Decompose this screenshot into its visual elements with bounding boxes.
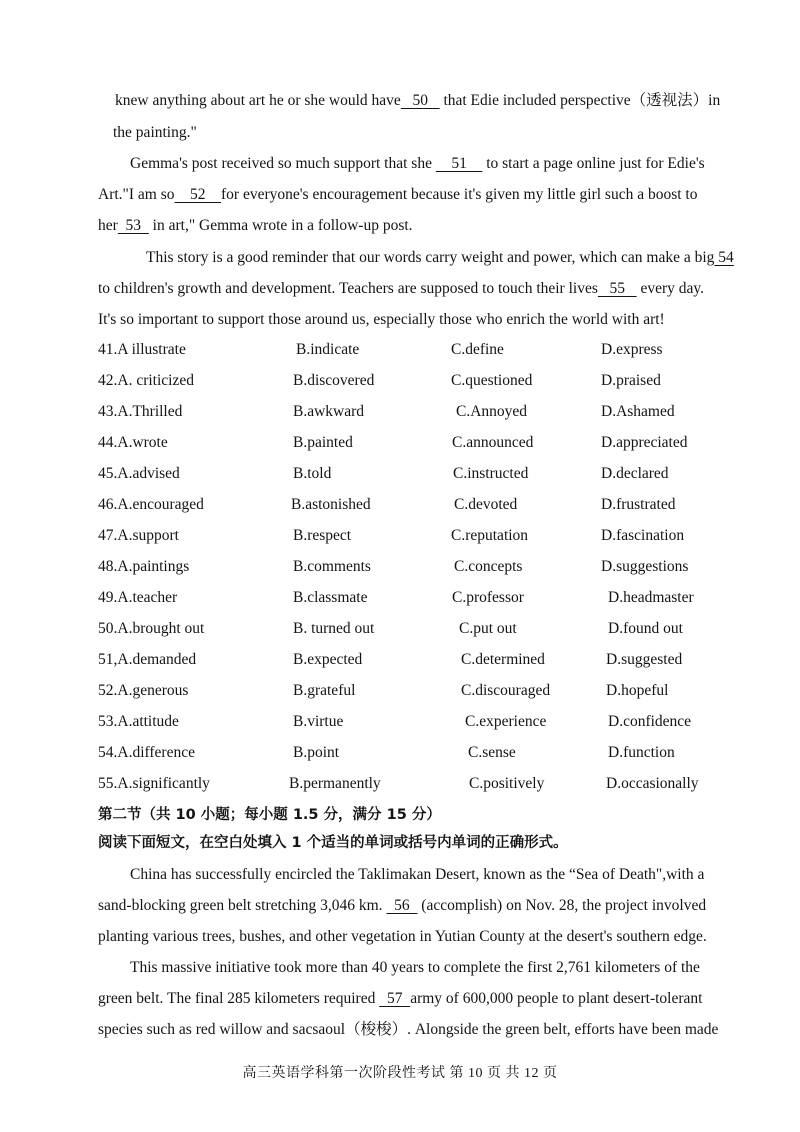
option-44-d: D.appreciated <box>601 434 688 451</box>
grammar-line-5: green belt. The final 285 kilometers required 57 army of 600,000 people to plant desert-tolerant <box>98 990 703 1007</box>
passage-line-8: It's so important to support those around us, especially those who enrich the world with art! <box>98 311 665 328</box>
option-47-b: B.respect <box>293 527 352 544</box>
grammar-line-1: China has successfully encircled the Taklimakan Desert, known as the “Sea of Death",with a <box>130 866 705 883</box>
passage-line-5: her 53 in art," Gemma wrote in a follow-up post. <box>98 217 413 234</box>
option-55-b: B.permanently <box>289 775 381 792</box>
option-51-b: B.expected <box>293 651 363 668</box>
option-54-b: B.point <box>293 744 340 761</box>
option-46-d: D.frustrated <box>601 496 676 513</box>
option-55-c: C.positively <box>469 775 545 792</box>
option-43-a: 43.A.Thrilled <box>98 403 183 420</box>
option-41-d: D.express <box>601 341 663 358</box>
passage-line-4: Art."I am so 52 for everyone's encouragement because it's given my little girl such a boost to <box>98 186 698 203</box>
option-53-c: C.experience <box>465 713 547 730</box>
option-43-c: C.Annoyed <box>456 403 528 420</box>
option-55-a: 55.A.significantly <box>98 775 210 792</box>
option-47-d: D.fascination <box>601 527 685 544</box>
option-47-c: C.reputation <box>451 527 529 544</box>
passage-line-3: Gemma's post received so much support that she 51 to start a page online just for Edie's <box>130 155 705 172</box>
option-52-d: D.hopeful <box>606 682 669 699</box>
option-52-b: B.grateful <box>293 682 356 699</box>
option-44-c: C.announced <box>452 434 534 451</box>
grammar-line-3: planting various trees, bushes, and other vegetation in Yutian County at the desert's southern edge. <box>98 928 707 945</box>
option-47-a: 47.A.support <box>98 527 179 544</box>
option-42-a: 42.A. criticized <box>98 372 194 389</box>
option-46-c: C.devoted <box>454 496 518 513</box>
blank-50: 50 <box>400 92 440 109</box>
option-51-d: D.suggested <box>606 651 683 668</box>
option-44-a: 44.A.wrote <box>98 434 168 451</box>
passage-line-7: to children's growth and development. Teachers are supposed to touch their lives 55 every day. <box>98 280 705 297</box>
option-41-a: 41.A illustrate <box>98 341 186 358</box>
option-50-d: D.found out <box>608 620 683 637</box>
option-48-b: B.comments <box>293 558 371 575</box>
option-43-b: B.awkward <box>293 403 365 420</box>
option-53-a: 53.A.attitude <box>98 713 179 730</box>
blank-52: 52 <box>174 186 221 203</box>
section-instruction: 阅读下面短文，在空白处填入 1 个适当的单词或括号内单词的正确形式。 <box>98 835 568 851</box>
option-54-d: D.function <box>608 744 675 761</box>
grammar-line-4: This massive initiative took more than 40 years to complete the first 2,761 kilometers of the <box>130 959 700 976</box>
option-50-a: 50.A.brought out <box>98 620 205 637</box>
option-52-a: 52.A.generous <box>98 682 189 699</box>
option-45-b: B.told <box>293 465 332 482</box>
option-42-d: D.praised <box>601 372 661 389</box>
option-45-c: C.instructed <box>453 465 529 482</box>
blank-57: 57 <box>379 990 411 1007</box>
option-49-b: B.classmate <box>293 589 368 606</box>
passage-line-6: This story is a good reminder that our words carry weight and power, which can make a big 54 <box>146 249 734 266</box>
option-42-b: B.discovered <box>293 372 375 389</box>
blank-54: 54 <box>714 249 734 266</box>
option-44-b: B.painted <box>293 434 353 451</box>
option-48-a: 48.A.paintings <box>98 558 190 575</box>
option-51-c: C.determined <box>461 651 545 668</box>
option-45-a: 45.A.advised <box>98 465 180 482</box>
option-48-d: D.suggestions <box>601 558 689 575</box>
option-43-d: D.Ashamed <box>601 403 675 420</box>
option-54-c: C.sense <box>468 744 516 761</box>
option-49-c: C.professor <box>452 589 524 606</box>
option-46-b: B.astonished <box>291 496 371 513</box>
blank-51: 51 <box>435 155 483 172</box>
option-53-d: D.confidence <box>608 713 692 730</box>
option-46-a: 46.A.encouraged <box>98 496 204 513</box>
blank-55: 55 <box>597 280 637 297</box>
option-41-c: C.define <box>451 341 504 358</box>
option-51-a: 51,A.demanded <box>98 651 197 668</box>
grammar-line-2: sand-blocking green belt stretching 3,046 km. 56 (accomplish) on Nov. 28, the project involved <box>98 897 707 914</box>
blank-53: 53 <box>117 217 149 234</box>
option-45-d: D.declared <box>601 465 669 482</box>
grammar-line-6: species such as red willow and sacsaoul（梭梭）. Alongside the green belt, efforts have been made <box>98 1021 719 1038</box>
option-53-b: B.virtue <box>293 713 344 730</box>
option-52-c: C.discouraged <box>461 682 551 699</box>
option-50-c: C.put out <box>459 620 517 637</box>
option-48-c: C.concepts <box>454 558 523 575</box>
option-55-d: D.occasionally <box>606 775 699 792</box>
passage-line-1: knew anything about art he or she would have 50 that Edie included perspective（透视法）in <box>115 92 721 109</box>
option-49-d: D.headmaster <box>608 589 694 606</box>
page-footer: 高三英语学科第一次阶段性考试 第 10 页 共 12 页 <box>242 1066 558 1081</box>
option-49-a: 49.A.teacher <box>98 589 178 606</box>
blank-56: 56 <box>386 897 418 914</box>
passage-line-2: the painting." <box>113 124 197 141</box>
option-50-b: B. turned out <box>293 620 375 637</box>
option-42-c: C.questioned <box>451 372 533 389</box>
option-54-a: 54.A.difference <box>98 744 195 761</box>
option-41-b: B.indicate <box>296 341 360 358</box>
section-heading: 第二节（共 10 小题；每小题 1.5 分，满分 15 分） <box>98 807 441 823</box>
